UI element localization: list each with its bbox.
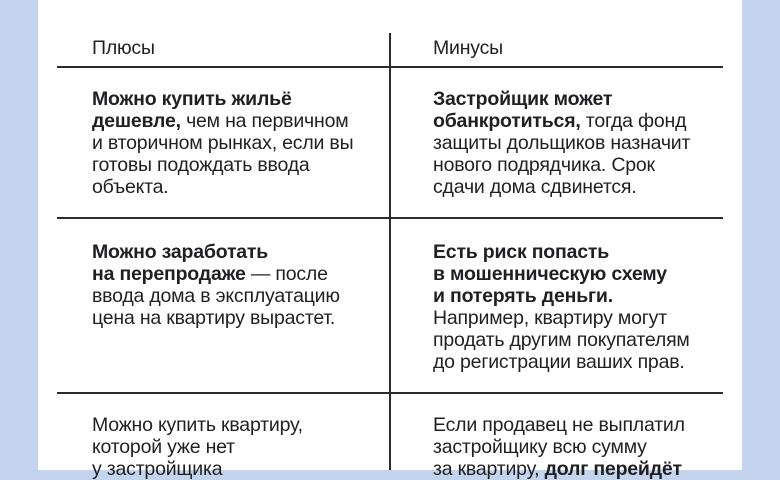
emphasis-text: на перепродаже (92, 263, 246, 285)
row-divider (57, 217, 723, 219)
emphasis-text: Можно купить жильё (92, 88, 292, 110)
text-line (433, 241, 690, 263)
body-text: продать другим покупателям (433, 329, 690, 351)
text-line (92, 285, 340, 307)
text-line (92, 176, 353, 198)
body-text: Если продавец не выплатил (433, 414, 685, 436)
header-underline (57, 66, 723, 68)
cons-cell-1 (433, 88, 690, 198)
body-text: готовы подождать ввода (92, 154, 310, 176)
text-line (433, 458, 685, 480)
text-line (92, 154, 353, 176)
emphasis-text: в мошенническую схему (433, 263, 667, 285)
body-text: у застройщика (92, 458, 223, 480)
emphasis-text: дешевле, (92, 110, 181, 132)
column-divider-line (389, 33, 391, 470)
body-text: застройщику всю сумму (433, 436, 647, 458)
body-text: за квартиру, (433, 458, 545, 480)
text-line (92, 241, 340, 263)
text-line (433, 414, 685, 436)
pros-cell-1 (92, 88, 353, 198)
text-line (92, 263, 340, 285)
text-line (433, 132, 690, 154)
text-line (433, 110, 690, 132)
cons-cell-3 (433, 414, 685, 480)
table-card (38, 0, 742, 480)
body-text: цена на квартиру вырастет. (92, 307, 336, 329)
emphasis-text: долг перейдёт (544, 458, 682, 480)
text-line (433, 351, 690, 373)
text-line (433, 88, 690, 110)
cons-header: Минусы (433, 37, 504, 59)
text-line (92, 307, 340, 329)
emphasis-text: и потерять деньги. (433, 285, 613, 307)
text-line (92, 414, 303, 436)
row-divider (57, 392, 723, 394)
text-line (433, 263, 690, 285)
text-line (92, 88, 353, 110)
body-text: которой уже нет (92, 436, 235, 458)
text-line (433, 176, 690, 198)
emphasis-text: Застройщик может (433, 88, 613, 110)
body-text: Можно купить квартиру, (92, 414, 303, 436)
body-text: нового подрядчика. Срок (433, 154, 655, 176)
text-line (433, 307, 690, 329)
body-text: сдачи дома сдвинется. (433, 176, 637, 198)
text-line (92, 458, 303, 480)
emphasis-text: Есть риск попасть (433, 241, 610, 263)
text-line (433, 329, 690, 351)
body-text: — после (245, 263, 328, 285)
emphasis-text: обанкротиться, (433, 110, 581, 132)
body-text: ввода дома в эксплуатацию (92, 285, 340, 307)
text-line (92, 436, 303, 458)
emphasis-text: Можно заработать (92, 241, 269, 263)
pros-cell-3 (92, 414, 303, 480)
pros-cell-2 (92, 241, 340, 329)
text-line (433, 436, 685, 458)
text-line (433, 154, 690, 176)
text-line (92, 110, 353, 132)
body-text: до регистрации ваших прав. (433, 351, 685, 373)
body-text: тогда фонд (580, 110, 687, 132)
body-text: объекта. (92, 176, 169, 198)
text-line (92, 132, 353, 154)
body-text: Например, квартиру могут (433, 307, 667, 329)
cons-cell-2 (433, 241, 690, 373)
text-line (433, 285, 690, 307)
body-text: защиты дольщиков назначит (433, 132, 691, 154)
pros-header: Плюсы (92, 37, 155, 59)
body-text: чем на первичном (180, 110, 349, 132)
body-text: и вторичном рынках, если вы (92, 132, 354, 154)
